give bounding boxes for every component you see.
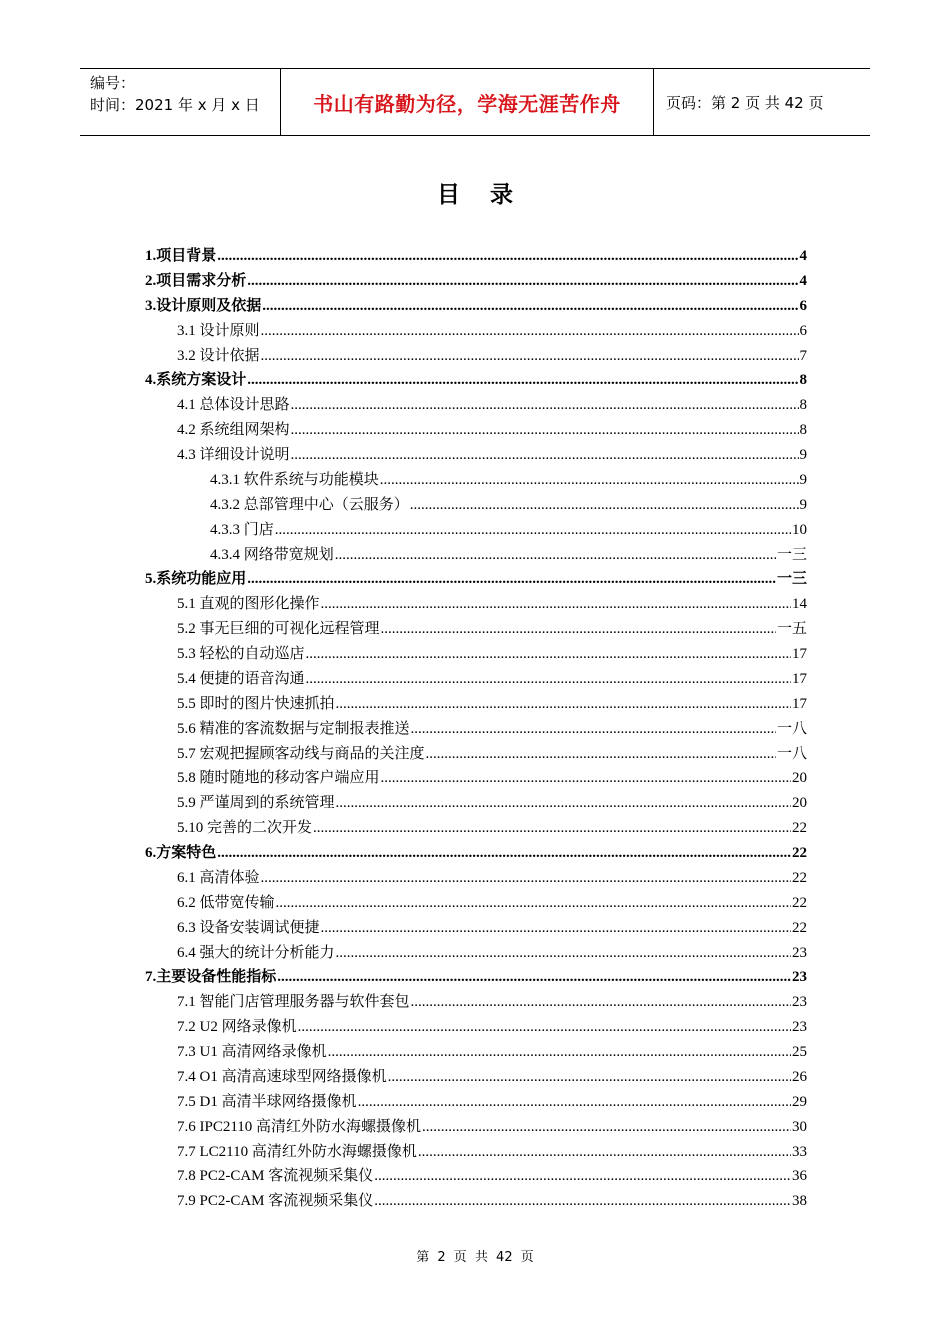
toc-leader-dots bbox=[422, 1115, 791, 1140]
toc-entry-label: 5.10 完善的二次开发 bbox=[177, 820, 313, 837]
toc-entry-label: 4.系统方案设计 bbox=[145, 372, 247, 389]
toc-entry[interactable] bbox=[145, 244, 807, 269]
toc-entry-page: 9 bbox=[799, 471, 807, 488]
toc-entry-page: 10 bbox=[792, 521, 807, 538]
toc-entry[interactable] bbox=[145, 1040, 807, 1065]
toc-entry-page: 8 bbox=[799, 397, 807, 414]
toc-entry-label: 6.3 设备安装调试便捷 bbox=[177, 919, 320, 936]
toc-entry-page: 20 bbox=[792, 770, 807, 787]
toc-entry-label: 4.3 详细设计说明 bbox=[177, 447, 290, 463]
toc-leader-dots bbox=[374, 1189, 791, 1214]
toc-entry[interactable] bbox=[145, 965, 807, 990]
toc-entry[interactable] bbox=[145, 742, 807, 767]
toc-entry[interactable] bbox=[145, 468, 807, 493]
toc-leader-dots bbox=[336, 791, 791, 816]
toc-entry-label: 7.5 D1 高清半球网络摄像机 bbox=[177, 1093, 357, 1110]
toc-entry-label: 3.设计原则及依据 bbox=[145, 297, 262, 314]
toc-leader-dots bbox=[336, 692, 791, 717]
toc-entry-label: 3.2 设计依据 bbox=[177, 347, 260, 364]
toc-entry[interactable] bbox=[145, 543, 807, 568]
toc-entry[interactable] bbox=[145, 319, 807, 344]
toc-leader-dots bbox=[374, 1164, 791, 1189]
toc-entry-label: 4.3.1 软件系统与功能模块 bbox=[210, 471, 379, 488]
toc-leader-dots bbox=[276, 891, 791, 916]
toc-leader-dots bbox=[336, 941, 791, 966]
toc-entry-label: 5.6 精准的客流数据与定制报表推送 bbox=[177, 720, 410, 737]
toc-entry[interactable] bbox=[145, 592, 807, 617]
toc-entry[interactable] bbox=[145, 667, 807, 692]
toc-entry[interactable] bbox=[145, 368, 807, 393]
toc-leader-dots bbox=[261, 866, 791, 891]
toc-entry-label: 5.9 严谨周到的系统管理 bbox=[177, 795, 335, 812]
toc-entry[interactable] bbox=[145, 443, 807, 468]
toc-leader-dots bbox=[306, 642, 791, 667]
toc-entry-label: 5.3 轻松的自动巡店 bbox=[177, 646, 305, 662]
toc-entry-label: 7.1 智能门店管理服务器与软件套包 bbox=[177, 994, 410, 1011]
toc-entry-page: 22 bbox=[792, 820, 807, 837]
toc-entry-label: 5.1 直观的图形化操作 bbox=[177, 596, 320, 613]
toc-leader-dots bbox=[388, 1065, 791, 1090]
toc-entry-page: 一三 bbox=[776, 546, 807, 563]
toc-entry-page: 8 bbox=[799, 422, 807, 439]
toc-entry-page: 4 bbox=[799, 248, 807, 264]
toc-entry-label: 7.6 IPC2110 高清红外防水海螺摄像机 bbox=[177, 1118, 422, 1135]
toc-leader-dots bbox=[217, 244, 798, 269]
header-number-label: 编号： bbox=[90, 74, 136, 92]
toc-entry[interactable] bbox=[145, 1189, 807, 1214]
toc-leader-dots bbox=[261, 319, 799, 344]
toc-entry-page: 30 bbox=[792, 1118, 807, 1135]
toc-entry-page: 33 bbox=[792, 1143, 807, 1160]
header-motto-cell bbox=[281, 69, 654, 135]
toc-entry-label: 5.5 即时的图片快速抓拍 bbox=[177, 695, 335, 712]
toc-entry[interactable] bbox=[145, 766, 807, 791]
toc-entry[interactable] bbox=[145, 941, 807, 966]
header-meta bbox=[80, 69, 281, 135]
toc-entry-page: 23 bbox=[792, 944, 807, 961]
toc-entry[interactable] bbox=[145, 916, 807, 941]
toc-entry-page: 6 bbox=[799, 322, 807, 339]
toc-entry-page: 17 bbox=[792, 670, 807, 687]
toc-entry-page: 22 bbox=[792, 869, 807, 886]
toc-entry-page: 7 bbox=[799, 347, 807, 364]
toc-leader-dots bbox=[410, 493, 799, 518]
toc-entry[interactable] bbox=[145, 891, 807, 916]
toc-entry[interactable] bbox=[145, 1015, 807, 1040]
toc-entry[interactable] bbox=[145, 617, 807, 642]
toc-entry[interactable] bbox=[145, 791, 807, 816]
toc-entry[interactable] bbox=[145, 1115, 807, 1140]
toc-entry[interactable] bbox=[145, 418, 807, 443]
toc-entry[interactable] bbox=[145, 393, 807, 418]
toc-leader-dots bbox=[291, 418, 799, 443]
toc-leader-dots bbox=[247, 269, 798, 294]
toc-entry[interactable] bbox=[145, 518, 807, 543]
toc-entry-page: 一八 bbox=[776, 720, 807, 737]
toc-entry-page: 一八 bbox=[776, 745, 807, 762]
toc-entry-page: 23 bbox=[792, 969, 807, 986]
toc-leader-dots bbox=[328, 1040, 791, 1065]
page-header bbox=[80, 68, 870, 136]
toc-leader-dots bbox=[335, 543, 776, 568]
page-footer: 第 2 页 共 42 页 bbox=[416, 1250, 534, 1265]
toc-leader-dots bbox=[291, 393, 799, 418]
toc-leader-dots bbox=[313, 816, 791, 841]
toc-leader-dots bbox=[381, 766, 791, 791]
toc-entry-page: 14 bbox=[792, 596, 807, 613]
toc-leader-dots bbox=[380, 468, 799, 493]
toc-entry[interactable] bbox=[145, 493, 807, 518]
toc-entry[interactable] bbox=[145, 816, 807, 841]
toc-entry[interactable] bbox=[145, 841, 807, 866]
table-of-contents bbox=[145, 244, 807, 1214]
toc-entry-label: 7.9 PC2-CAM 客流视频采集仪 bbox=[177, 1193, 374, 1210]
toc-entry-page: 22 bbox=[792, 845, 807, 861]
toc-entry[interactable] bbox=[145, 269, 807, 294]
toc-leader-dots bbox=[411, 717, 776, 742]
toc-entry[interactable] bbox=[145, 866, 807, 891]
toc-entry-page: 17 bbox=[792, 695, 807, 712]
toc-entry-label: 6.方案特色 bbox=[145, 845, 217, 861]
toc-entry-label: 5.2 事无巨细的可视化远程管理 bbox=[177, 621, 380, 638]
toc-leader-dots bbox=[277, 965, 791, 990]
toc-entry-page: 6 bbox=[799, 297, 807, 314]
toc-leader-dots bbox=[275, 518, 791, 543]
toc-entry-label: 6.1 高清体验 bbox=[177, 869, 260, 886]
toc-leader-dots bbox=[262, 294, 798, 319]
toc-entry-label: 2.项目需求分析 bbox=[145, 272, 247, 289]
toc-entry-page: 25 bbox=[792, 1044, 807, 1060]
toc-leader-dots bbox=[247, 368, 798, 393]
toc-entry-page: 23 bbox=[792, 994, 807, 1011]
toc-entry-label: 7.主要设备性能指标 bbox=[145, 969, 277, 986]
toc-entry[interactable] bbox=[145, 344, 807, 369]
toc-title: 目录 bbox=[437, 181, 543, 208]
toc-leader-dots bbox=[291, 443, 799, 468]
toc-leader-dots bbox=[426, 742, 776, 767]
toc-entry-label: 4.3.2 总部管理中心（云服务） bbox=[210, 496, 409, 513]
toc-leader-dots bbox=[298, 1015, 791, 1040]
toc-entry-page: 一五 bbox=[776, 621, 807, 638]
toc-leader-dots bbox=[247, 567, 776, 592]
toc-leader-dots bbox=[321, 916, 791, 941]
toc-entry-page: 9 bbox=[799, 496, 807, 513]
toc-leader-dots bbox=[418, 1140, 791, 1165]
toc-entry[interactable] bbox=[145, 692, 807, 717]
toc-entry-label: 6.4 强大的统计分析能力 bbox=[177, 944, 335, 961]
toc-entry-page: 一三 bbox=[776, 571, 807, 588]
toc-entry-page: 26 bbox=[792, 1068, 807, 1085]
toc-entry-page: 22 bbox=[792, 919, 807, 936]
toc-entry[interactable] bbox=[145, 1090, 807, 1115]
toc-entry-label: 4.3.3 门店 bbox=[210, 521, 274, 538]
toc-entry-page: 22 bbox=[792, 894, 807, 911]
toc-entry-label: 6.2 低带宽传输 bbox=[177, 894, 275, 911]
toc-entry-page: 38 bbox=[792, 1193, 807, 1210]
toc-entry[interactable] bbox=[145, 294, 807, 319]
toc-leader-dots bbox=[321, 592, 791, 617]
toc-leader-dots bbox=[261, 344, 799, 369]
toc-entry-label: 5.7 宏观把握顾客动线与商品的关注度 bbox=[177, 745, 425, 762]
toc-entry-label: 7.2 U2 网络录像机 bbox=[177, 1019, 297, 1036]
toc-entry-label: 7.7 LC2110 高清红外防水海螺摄像机 bbox=[177, 1143, 417, 1160]
toc-leader-dots bbox=[306, 667, 791, 692]
toc-entry-label: 4.2 系统组网架构 bbox=[177, 422, 290, 439]
toc-entry[interactable] bbox=[145, 1140, 807, 1165]
toc-entry[interactable] bbox=[145, 1164, 807, 1189]
toc-entry[interactable] bbox=[145, 990, 807, 1015]
toc-leader-dots bbox=[358, 1090, 791, 1115]
toc-entry-label: 3.1 设计原则 bbox=[177, 322, 260, 339]
toc-entry[interactable] bbox=[145, 717, 807, 742]
toc-entry-label: 7.8 PC2-CAM 客流视频采集仪 bbox=[177, 1168, 374, 1185]
toc-entry-page: 9 bbox=[799, 447, 807, 463]
toc-entry-page: 36 bbox=[792, 1168, 807, 1185]
toc-entry-label: 4.1 总体设计思路 bbox=[177, 397, 290, 414]
toc-entry[interactable] bbox=[145, 567, 807, 592]
toc-leader-dots bbox=[217, 841, 791, 866]
toc-entry-label: 5.系统功能应用 bbox=[145, 571, 247, 588]
header-motto: 书山有路勤为径，学海无涯苦作舟 bbox=[313, 91, 621, 116]
toc-entry-page: 8 bbox=[799, 372, 807, 389]
header-date-label: 时间：2021 年 x 月 x 日 bbox=[90, 96, 260, 114]
toc-leader-dots bbox=[411, 990, 791, 1015]
toc-entry-label: 7.4 O1 高清高速球型网络摄像机 bbox=[177, 1068, 387, 1085]
toc-entry-label: 5.4 便捷的语音沟通 bbox=[177, 670, 305, 687]
toc-entry[interactable] bbox=[145, 642, 807, 667]
toc-entry-label: 1.项目背景 bbox=[145, 248, 217, 264]
toc-entry-page: 4 bbox=[799, 272, 807, 289]
toc-entry-label: 5.8 随时随地的移动客户端应用 bbox=[177, 770, 380, 787]
toc-entry-label: 7.3 U1 高清网络录像机 bbox=[177, 1044, 327, 1060]
toc-entry-page: 23 bbox=[792, 1019, 807, 1036]
toc-entry-page: 29 bbox=[792, 1093, 807, 1110]
toc-entry-page: 17 bbox=[792, 646, 807, 662]
toc-leader-dots bbox=[381, 617, 776, 642]
toc-entry[interactable] bbox=[145, 1065, 807, 1090]
header-page-info: 页码：第 2 页 共 42 页 bbox=[666, 93, 824, 112]
toc-entry-page: 20 bbox=[792, 795, 807, 812]
toc-entry-label: 4.3.4 网络带宽规划 bbox=[210, 546, 334, 563]
